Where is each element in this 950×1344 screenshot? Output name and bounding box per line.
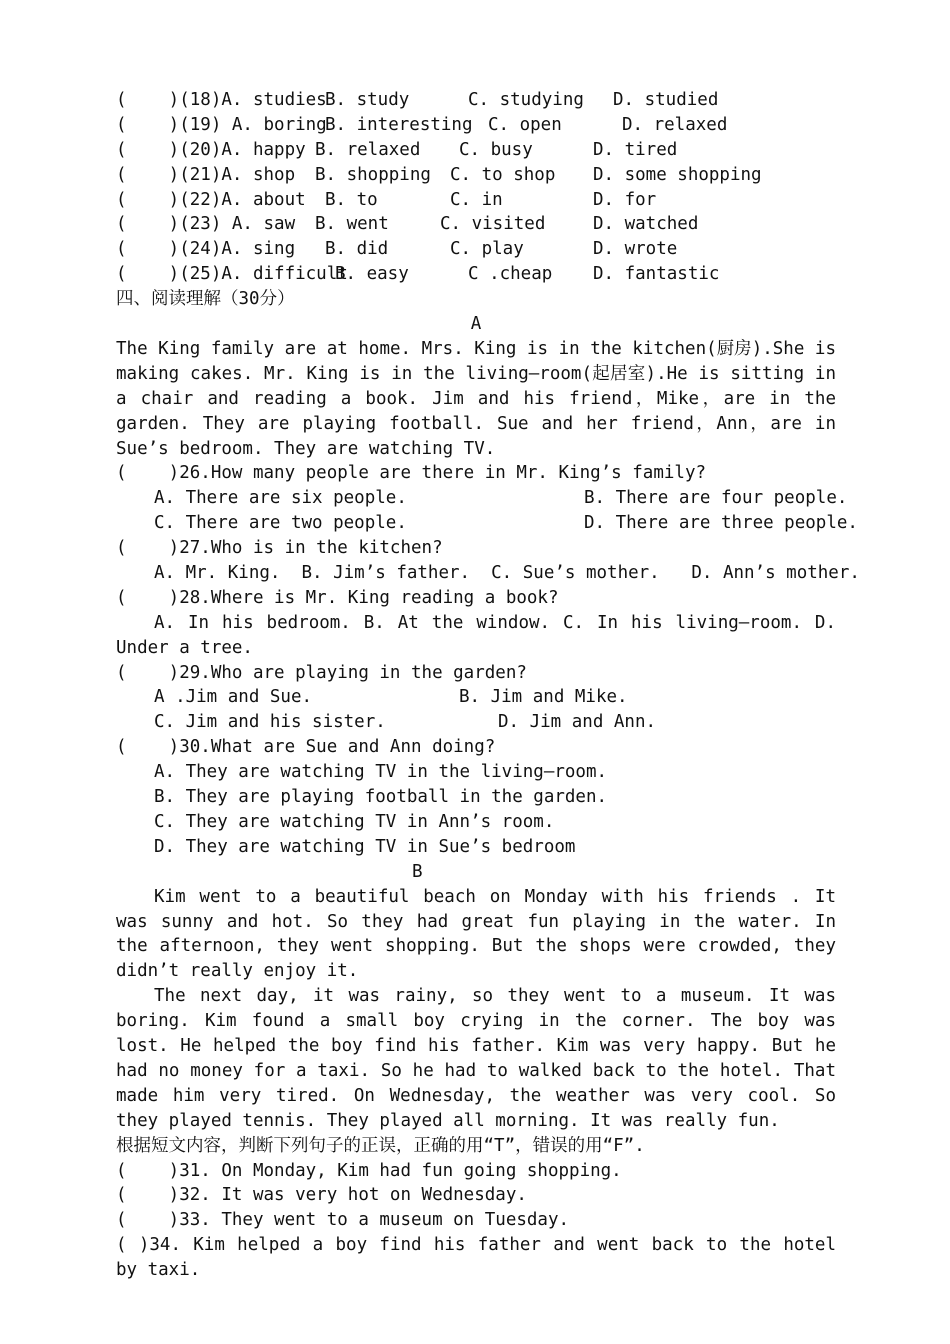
question-30-option: B. They are playing football in the garden. <box>154 787 608 808</box>
question-29-options: C. Jim and his sister. D. Jim and Ann. <box>154 712 657 733</box>
passage-b-paragraph-1: Kim went to a beautiful beach on Monday with his friends . It was sunny and hot. So they had great fun playing in the water. In the afternoon, they went shopping. But the shops were crowded, they didn’t really enjoy it. <box>116 886 836 982</box>
passage-b-heading: B <box>412 861 423 882</box>
mc-item: ( )(21)A. shop B. shopping C. to shop D. some shopping <box>116 164 762 185</box>
passage-a-text: The King family are at home. Mrs. King is in the kitchen(厨房).She is making cakes. Mr. King is in the living—room(起居室).He is sitting in a chair and reading a book. Jim and his friend，Mike，are in the garden. They are playing football. Sue and her friend，Ann，are in Sue’s bedroom. They are watching TV. <box>116 338 836 459</box>
question-26: ( )26.How many people are there in Mr. King’s family? <box>116 463 707 484</box>
tf-instruction: 根据短文内容，判断下列句子的正误，正确的用“T”，错误的用“F”. <box>116 1135 645 1156</box>
mc-item: ( )(20)A. happy B. relaxed C. busy D. tired <box>116 139 678 160</box>
mc-item: ( )(24)A. sing B. did C. play D. wrote <box>116 239 678 260</box>
question-29-options: A .Jim and Sue. B. Jim and Mike. <box>154 687 628 708</box>
question-32: ( )32. It was very hot on Wednesday. <box>116 1185 527 1206</box>
passage-b-paragraph-2: The next day, it was rainy, so they went to a museum. It was boring. Kim found a small boy crying in the corner. The boy was lost. He helped the boy find his father. Kim was very happy. But he had no money for a taxi. So he had to walked back to the hotel. That made him very tired. On Wednesday, the weather was very cool. So they played tennis. They played all morning. It was really fun. <box>116 986 836 1131</box>
passage-a-heading: A <box>470 314 482 335</box>
question-26-options: A. There are six people. B. There are four people. <box>154 488 848 509</box>
question-27: ( )27.Who is in the kitchen? <box>116 538 443 559</box>
question-30-option: C. They are watching TV in Ann’s room. <box>154 811 555 832</box>
question-30-option: A. They are watching TV in the living—room. <box>154 762 608 783</box>
question-29: ( )29.Who are playing in the garden? <box>116 662 527 683</box>
question-30-option: D. They are watching TV in Sue’s bedroom <box>154 836 576 857</box>
question-33: ( )33. They went to a museum on Tuesday. <box>116 1210 570 1231</box>
mc-item: ( )(25)A. difficult B. easy C .cheap D. fantastic <box>116 264 720 285</box>
exam-page <box>116 88 860 1283</box>
mc-item: ( )(18)A. studies B. study C. studying D. studied <box>116 90 719 110</box>
question-28: ( )28.Where is Mr. King reading a book? <box>116 587 559 608</box>
mc-item: ( )(19) A. boring B. interesting C. open D. relaxed <box>116 114 728 135</box>
question-26-options: C. There are two people. D. There are three people. <box>154 513 858 534</box>
question-28-options: A. In his bedroom. B. At the window. C. In his living—room. D. Under a tree. <box>116 612 836 658</box>
mc-item: ( )(22)A. about B. to C. in D. for <box>116 189 657 210</box>
question-30: ( )30.What are Sue and Ann doing? <box>116 737 496 758</box>
mc-item: ( )(23) A. saw B. went C. visited D. watched <box>116 214 699 235</box>
section-title: 四、阅读理解（30分） <box>116 289 295 310</box>
question-27-options: A. Mr. King. B. Jim’s father. C. Sue’s mother. D. Ann’s mother. <box>154 563 860 583</box>
question-34: ( )34. Kim helped a boy find his father and went back to the hotel by taxi. <box>116 1235 836 1281</box>
question-31: ( )31. On Monday, Kim had fun going shopping. <box>116 1160 622 1181</box>
